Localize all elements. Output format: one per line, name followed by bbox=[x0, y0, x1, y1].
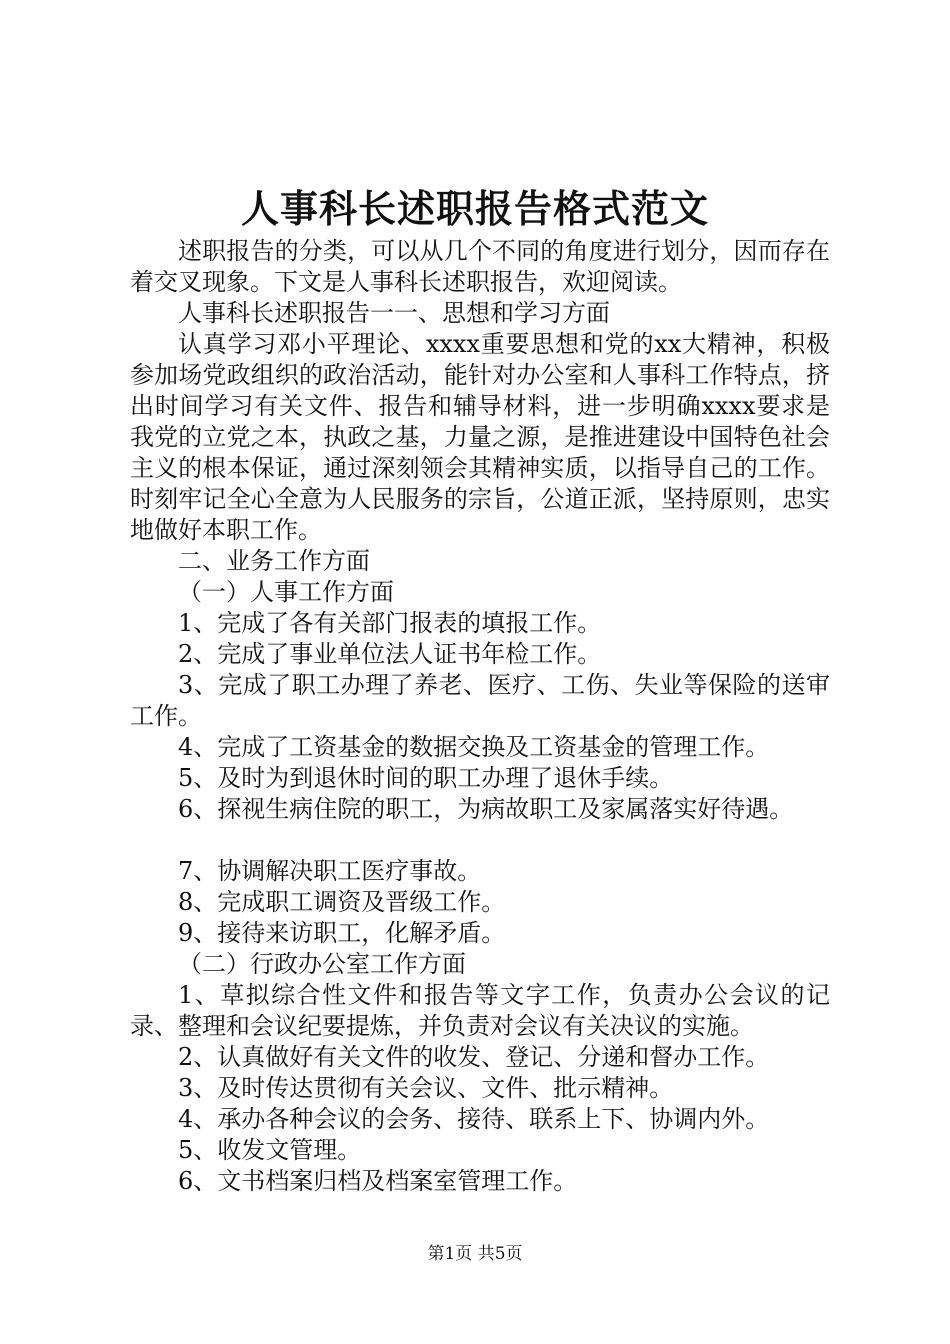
paragraph-section-2-heading: 二、业务工作方面 bbox=[178, 547, 370, 575]
list-item: 1、完成了各有关部门报表的填报工作。 bbox=[178, 609, 602, 637]
list-item: 8、完成职工调资及晋级工作。 bbox=[178, 888, 506, 916]
paragraph-subsection-office: （二）行政办公室工作方面 bbox=[178, 950, 466, 978]
list-item: 2、认真做好有关文件的收发、登记、分递和督办工作。 bbox=[178, 1043, 770, 1071]
paragraph-section-1-heading: 人事科长述职报告一一、思想和学习方面 bbox=[178, 299, 610, 327]
document-body bbox=[130, 236, 830, 1197]
document-title: 人事科长述职报告格式范文 bbox=[240, 186, 709, 231]
list-item: 3、完成了职工办理了养老、医疗、工伤、失业等保险的送审工作。 bbox=[130, 671, 830, 730]
list-item: 6、文书档案归档及档案室管理工作。 bbox=[178, 1167, 578, 1195]
list-item: 4、完成了工资基金的数据交换及工资基金的管理工作。 bbox=[178, 733, 770, 761]
list-item: 7、协调解决职工医疗事故。 bbox=[178, 857, 482, 885]
page-footer: 第1页 共5页 bbox=[427, 1244, 523, 1264]
list-item: 6、探视生病住院的职工，为病故职工及家属落实好待遇。 bbox=[178, 795, 794, 823]
list-item: 4、承办各种会议的会务、接待、联系上下、协调内外。 bbox=[178, 1105, 770, 1133]
paragraph-intro: 述职报告的分类，可以从几个不同的角度进行划分，因而存在着交叉现象。下文是人事科长述职报告，欢迎阅读。 bbox=[130, 237, 830, 296]
list-item: 5、及时为到退休时间的职工办理了退休手续。 bbox=[178, 764, 674, 792]
list-item: 1、草拟综合性文件和报告等文字工作，负责办公会议的记录、整理和会议纪要提炼，并负责对会议有关决议的实施。 bbox=[130, 981, 830, 1040]
list-item: 3、及时传达贯彻有关会议、文件、批示精神。 bbox=[178, 1074, 674, 1102]
paragraph-subsection-personnel: （一）人事工作方面 bbox=[178, 578, 394, 606]
list-item: 5、收发文管理。 bbox=[178, 1136, 362, 1164]
list-item: 2、完成了事业单位法人证书年检工作。 bbox=[178, 640, 602, 668]
list-item: 9、接待来访职工，化解矛盾。 bbox=[178, 919, 506, 947]
paragraph-study: 认真学习邓小平理论、xxxx重要思想和党的xx大精神，积极参加场党政组织的政治活动，能针对办公室和人事科工作特点，挤出时间学习有关文件、报告和辅导材料，进一步明确xxxx要求是我党的立党之本，执政之基，力量之源，是推进建设中国特色社会主义的根本保证，通过深刻领会其精神实质，以指导自己的工作。时刻牢记全心全意为人民服务的宗旨，公道正派，坚持原则，忠实地做好本职工作。 bbox=[130, 330, 830, 544]
